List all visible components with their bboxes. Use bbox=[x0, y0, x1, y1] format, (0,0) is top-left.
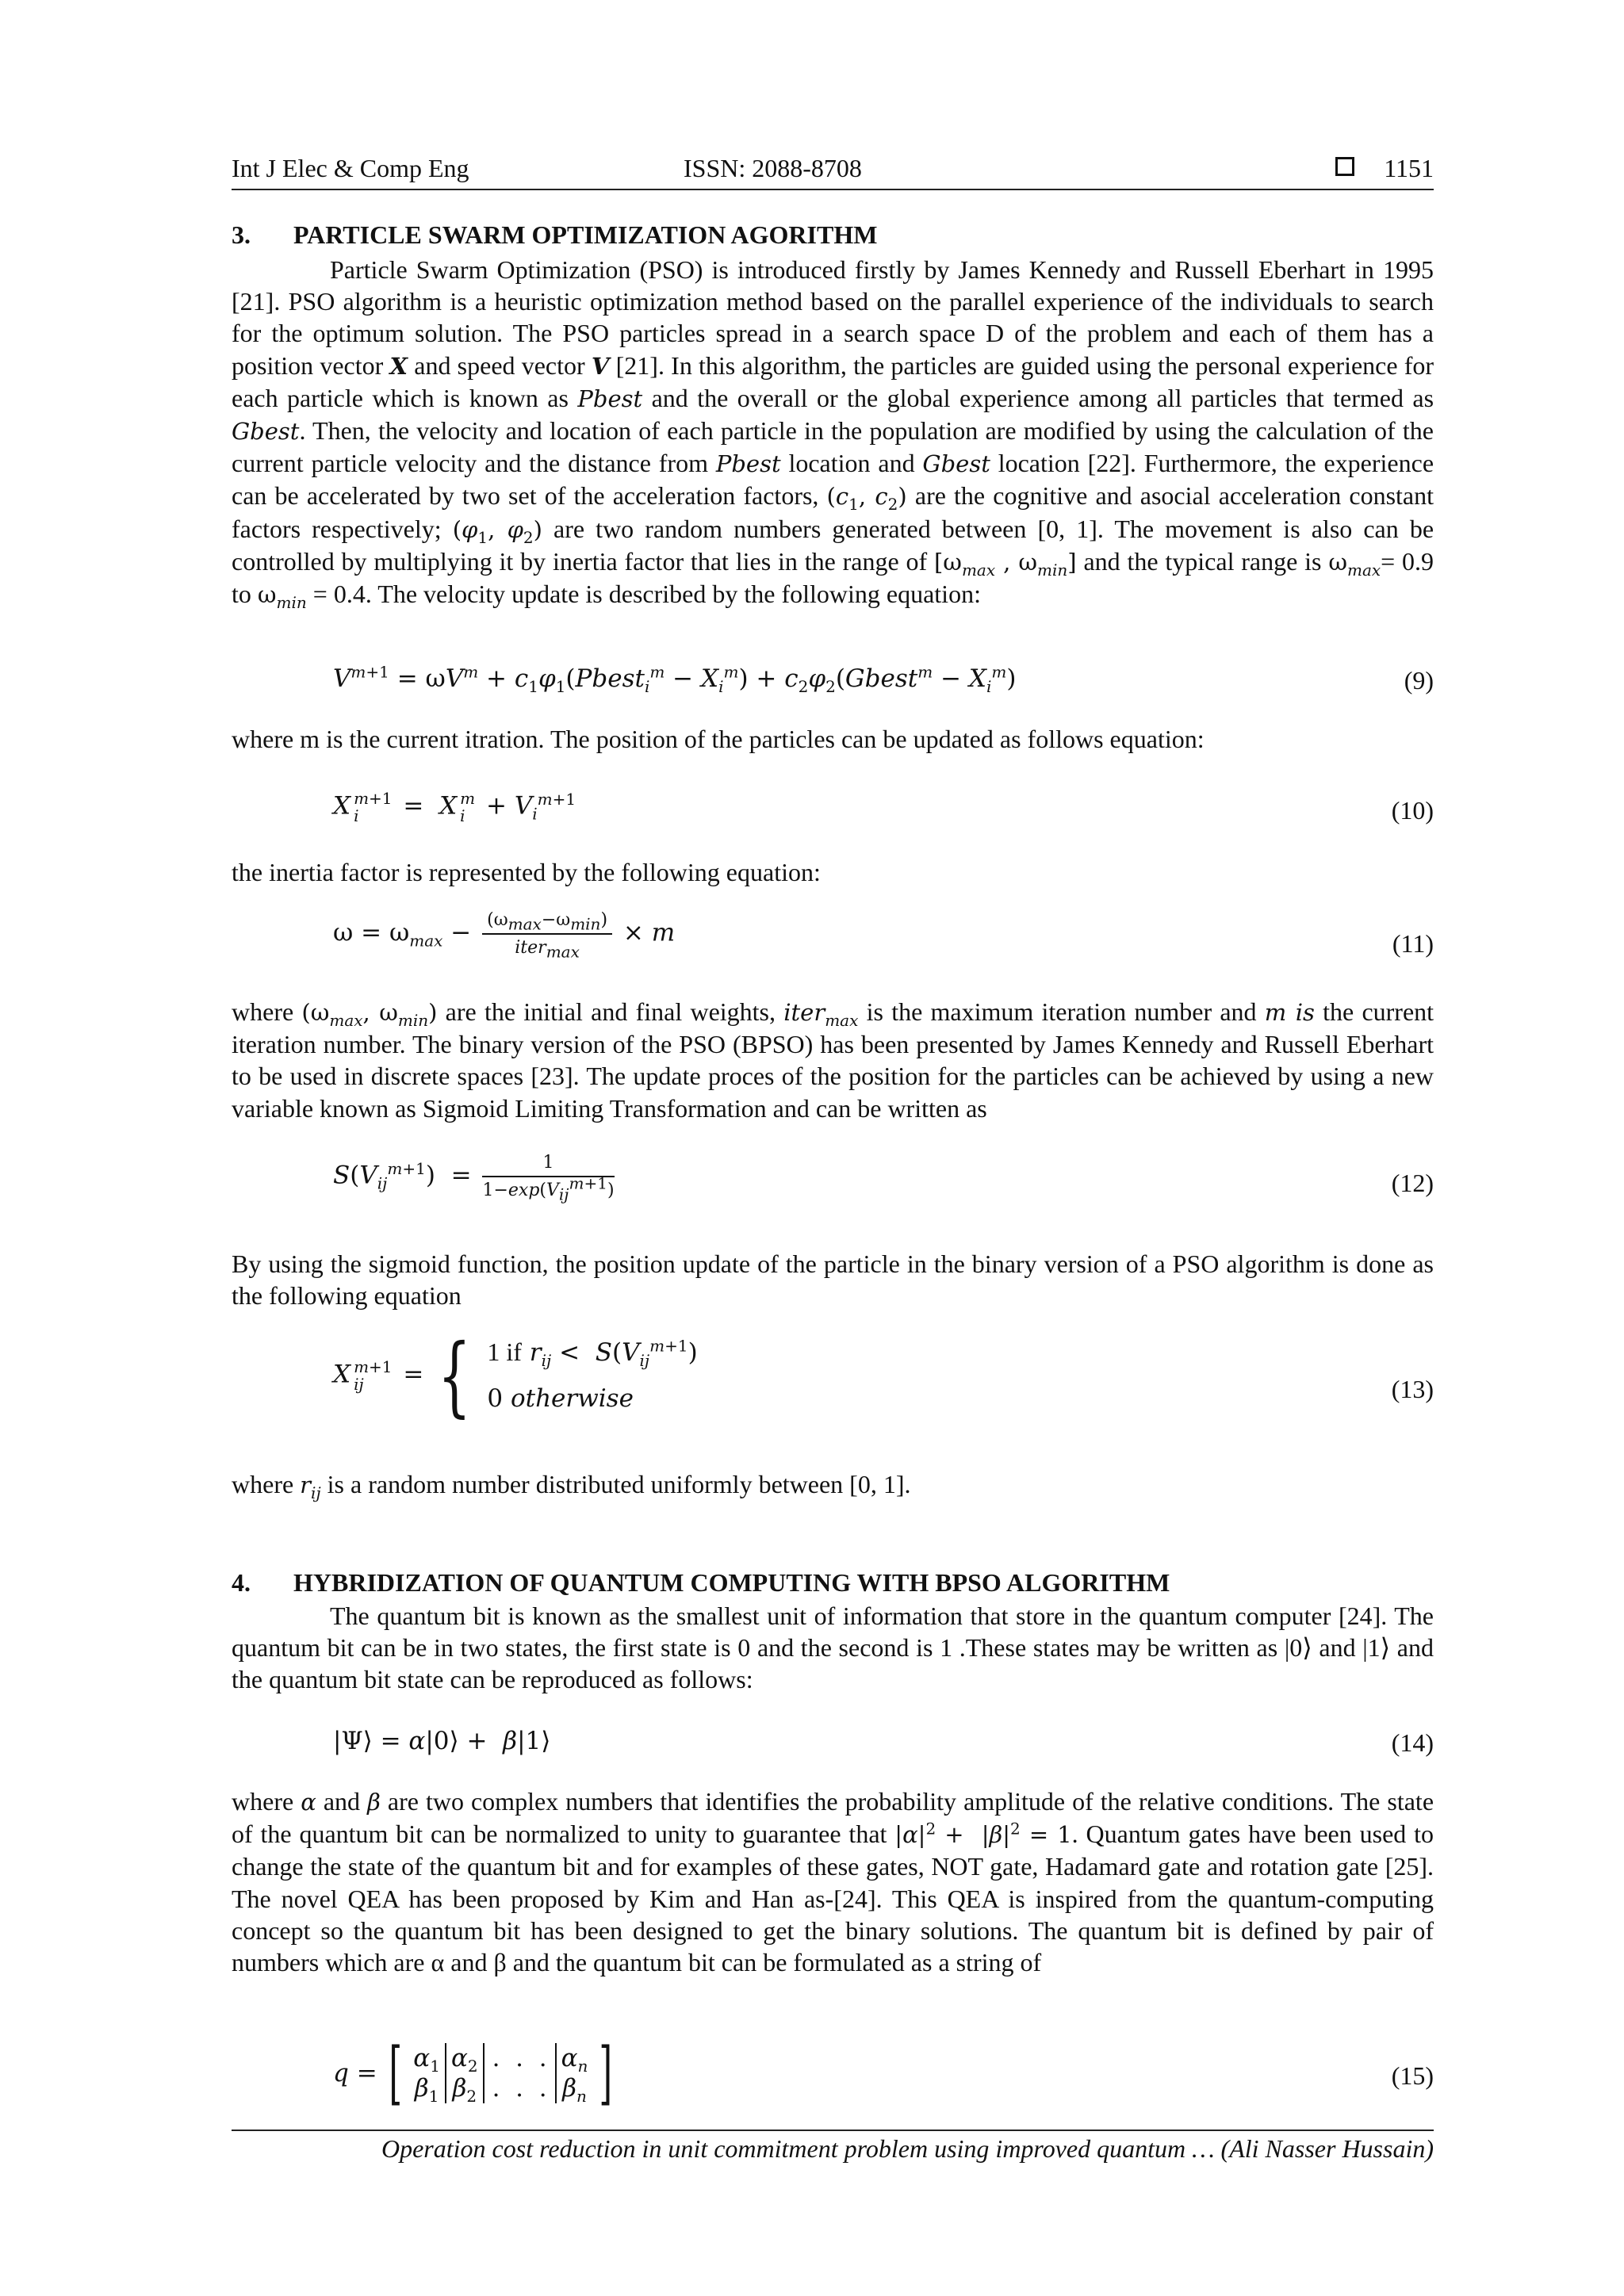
equation-10: X m+1 i = X m i + $V_i^{m+1}$ bbox=[333, 789, 576, 825]
section-3-paragraph-6: where $r_{ij}$ is a random number distributed uniformly between [0, 1]. bbox=[232, 1470, 911, 1502]
equation-number-12: (12) bbox=[1391, 1169, 1434, 1197]
equation-number-10: (10) bbox=[1391, 796, 1434, 825]
section-title: PARTICLE SWARM OPTIMIZATION AGORITHM bbox=[293, 220, 878, 249]
footer-rule bbox=[232, 2130, 1434, 2131]
section-title: HYBRIDIZATION OF QUANTUM COMPUTING WITH BPSO ALGORITHM bbox=[293, 1568, 1170, 1597]
equation-15: q = [ $\alpha_1$ $\beta_1$ $\alpha_2$ $\beta_2$ . . . . . . $\alpha_n$ $\beta_n$ ] bbox=[333, 2034, 613, 2113]
equation-number-14: (14) bbox=[1391, 1728, 1434, 1757]
section-3-paragraph-5: By using the sigmoid function, the position update of the particle in the binary version of a PSO algorithm is done as the following equation bbox=[232, 1249, 1434, 1311]
section-4-heading bbox=[232, 1568, 1170, 1598]
running-header bbox=[232, 151, 1434, 190]
section-4-paragraph-2: where α and β are two complex numbers that identifies the probability amplitude of the relative conditions. The state of the quantum bit can be normalized to unity to guarantee that $|\alpha|^2 + |\beta|^2 = 1$. Quantum gates have been used to change the state of the quantum bit and for examples of these gates, NOT gate, Hadamard gate and rotation gate [25]. The novel QEA has been proposed by Kim and Han as-[24]. This QEA is inspired from the quantum-computing concept so the quantum bit has been designed to get the binary solutions. The quantum bit is defined by pair of numbers which are α and β and the quantum bit can be formulated as a string of bbox=[232, 1787, 1434, 1977]
section-3-paragraph-4: where ($\omega_{max}$, $\omega_{min}$) are the initial and final weights, iter$_{max}$ is the maximum iteration number and m is the current iteration number. The binary version of the PSO (BPSO) has been presented by James Kennedy and Russell Eberhart to be used in discrete spaces [23]. The update proces of the position for the particles can be achieved by using a new variable known as Sigmoid Limiting Transformation and can be written as bbox=[232, 997, 1434, 1123]
section-number: 4. bbox=[232, 1568, 251, 1597]
section-number: 3. bbox=[232, 220, 251, 249]
section-3-heading bbox=[232, 220, 877, 250]
equation-11: $\omega = \omega_{max}$ − $\frac{(\omega_{max}-\omega_{min})}{iter_{max}}$ × m bbox=[333, 910, 676, 962]
section-4-paragraph-1: The quantum bit is known as the smallest unit of information that store in the quantum computer [24]. The quantum bit can be in two states, the first state is 0 and the second is 1 .These states may be written as |0⟩ and |1⟩ and the quantum bit state can be reproduced as follows: bbox=[232, 1601, 1434, 1694]
square-icon bbox=[1335, 157, 1354, 176]
equation-13: X m+1 ij = { 1 if $r_{ij} < S(V_{ij}^{m+1})$ 0 otherwise bbox=[333, 1324, 698, 1426]
issn: ISSN: 2088-8708 bbox=[684, 154, 862, 182]
section-3-paragraph-3: the inertia factor is represented by the following equation: bbox=[232, 858, 821, 886]
case-zero: 0 otherwise bbox=[487, 1384, 634, 1413]
section-3-paragraph-2: where m is the current itration. The position of the particles can be updated as follows equation: bbox=[232, 725, 1205, 753]
page-number: 1151 bbox=[1384, 154, 1434, 182]
case-one: 1 if $r_{ij} < S(V_{ij}^{m+1})$ bbox=[487, 1336, 698, 1371]
section-3-paragraph-1: Particle Swarm Optimization (PSO) is introduced firstly by James Kennedy and Russell Eberhart in 1995 [21]. PSO algorithm is a heuristic optimization method based on the parallel experience of the individuals to search for the optimum solution. The PSO particles spread in a search space D of the problem and each of them has a position vector X and speed vector V [21]. In this algorithm, the particles are guided using the personal experience for each particle which is known as Pbest and the overall or the global experience among all particles that termed as Gbest. Then, the velocity and location of each particle in the population are modified by using the calculation of the current particle velocity and the distance from Pbest location and Gbest location [22]. Furthermore, the experience can be accelerated by two set of the acceleration factors, ($c_1$, $c_2$) are the cognitive and asocial acceleration constant factors respectively; ($\varphi_1$, $\varphi_2$) are two random numbers generated between [0, 1]. The movement is also can be controlled by multiplying it by inertia factor that lies in the range of [$\omega_{max}$ , $\omega_{min}$] and the typical range is $\omega_{max}= 0.9$ to $\omega_{min} = 0.4$. The velocity update is described by the following equation: bbox=[232, 255, 1434, 612]
journal-name: Int J Elec & Comp Eng bbox=[232, 154, 469, 182]
equation-number-15: (15) bbox=[1391, 2061, 1434, 2090]
equation-12: $S(V_{ij}^{m+1})$ = $\frac{1}{1-\exp(V_{ij}^{m+1})}$ bbox=[333, 1153, 615, 1204]
equation-14: |Ψ⟩ = α|0⟩ + β|1⟩ bbox=[333, 1727, 551, 1755]
running-footer: Operation cost reduction in unit commitment problem using improved quantum … (Ali Nasser Hussain) bbox=[381, 2134, 1434, 2163]
equation-number-13: (13) bbox=[1391, 1375, 1434, 1403]
equation-number-9: (9) bbox=[1404, 666, 1434, 695]
equation-9: $V^{m+1} = \omega V^m$ + $c_1\varphi_1(Pbest_i^m - X_i^m)$ + $c_2\varphi_2(Gbest^m - X_i^m)$ bbox=[333, 662, 1017, 697]
equation-number-11: (11) bbox=[1392, 929, 1434, 958]
